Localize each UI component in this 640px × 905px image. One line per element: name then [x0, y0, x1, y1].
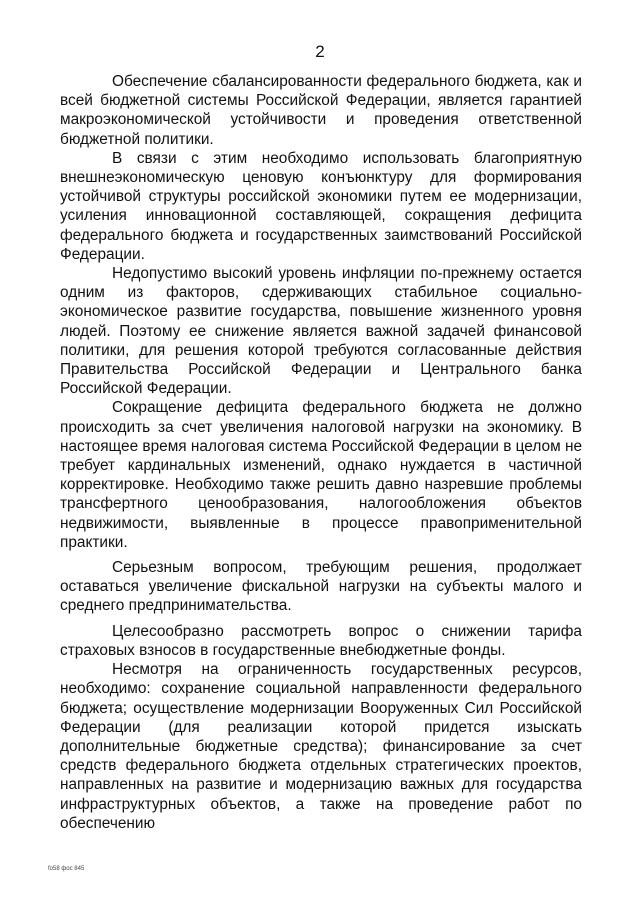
paragraph-small-business: Серьезным вопросом, требующим решения, продолжает оставаться увеличение фискальной нагрузки на субъекты малого и среднего предпринимательства. [60, 559, 582, 615]
document-body [60, 72, 582, 833]
paragraph-budget-balance: Обеспечение сбалансированности федерального бюджета, как и всей бюджетной системы Российской Федерации, является гарантией макроэкономической устойчивости и проведения ответственной бюджетной политики. [60, 73, 582, 148]
paragraph-state-resources: Несмотря на ограниченность государственных ресурсов, необходимо: сохранение социальной направленности федерального бюджета; осуществление модернизации Вооруженных Сил Российской Федерации (для реализации которой придется изыскать дополнительные бюджетные средства); финансирование за счет средств федерального бюджета отдельных стратегических проектов, направленных на развитие и модернизацию важных для государства инфраструктурных объектов, а также на проведение работ по обеспечению [60, 661, 582, 832]
paragraph-tax-burden: Сокращение дефицита федерального бюджета не должно происходить за счет увеличения налоговой нагрузки на экономику. В настоящее время налоговая система Российской Федерации в целом не требует кардинальных изменений, однако нуждается в частичной корректировке. Необходимо также решить давно назревшие проблемы трансфертного ценообразования, налогообложения объектов недвижимости, выявленные в процессе правоприменительной практики. [60, 399, 582, 551]
paragraph-economic-conjuncture: В связи с этим необходимо использовать благоприятную внешнеэкономическую ценовую конъюнктуру для формирования устойчивой структуры российской экономики путем ее модернизации, усиления инновационной составляющей, сокращения дефицита федерального бюджета и государственных заимствований Российской Федерации. [60, 149, 582, 263]
page-number: 2 [315, 42, 325, 61]
paragraph-inflation: Недопустимо высокий уровень инфляции по-прежнему остается одним из факторов, сдерживающих стабильное социально-экономическое развитие государства, повышение жизненного уровня людей. Поэтому ее снижение является важной задачей финансовой политики, для решения которой требуются согласованные действия Правительства Российской Федерации и Центрального банка Российской Федерации. [60, 265, 582, 398]
footer-code: fo58 фос 845 [48, 866, 85, 872]
paragraph-insurance-contributions: Целесообразно рассмотреть вопрос о снижении тарифа страховых взносов в государственные внебюджетные фонды. [60, 622, 582, 659]
